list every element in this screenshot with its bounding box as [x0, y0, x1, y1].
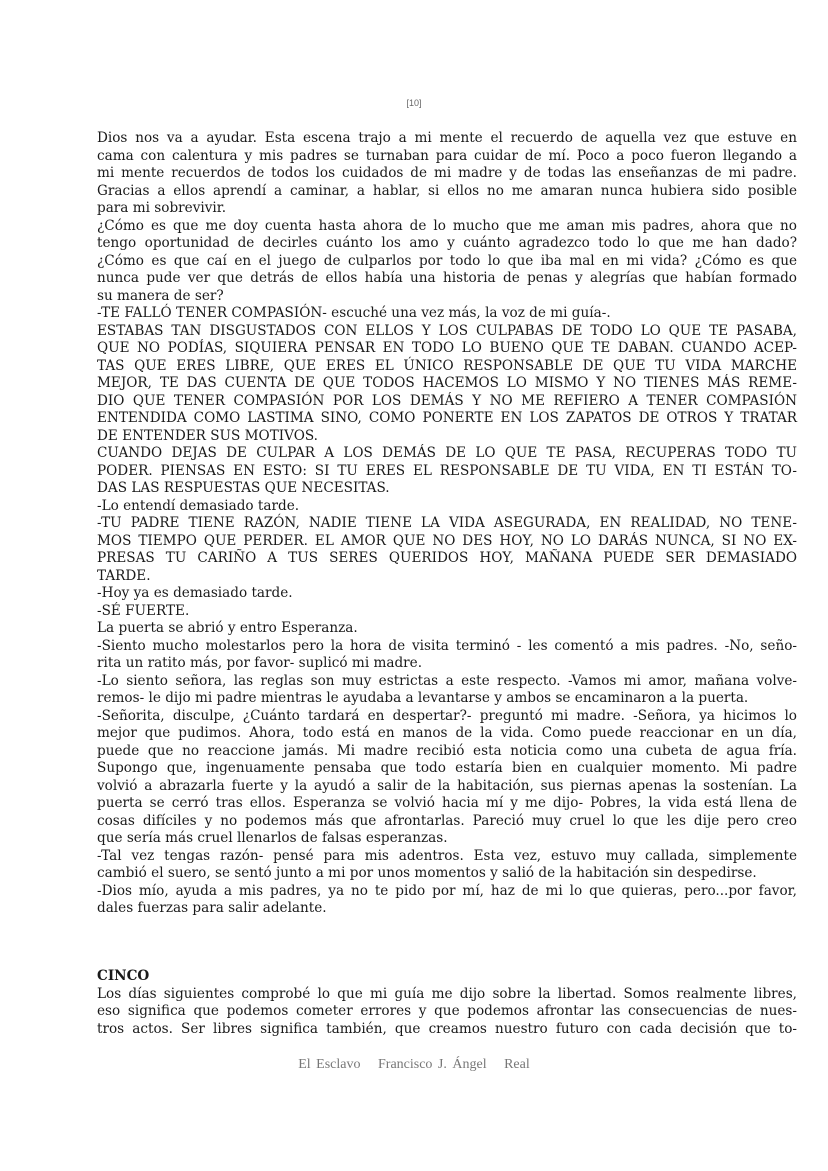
- paragraph: [97, 445, 797, 498]
- chapter-title: CINCO: [97, 968, 150, 984]
- text-line: ENTENDIDA COMO LASTIMA SINO, COMO PONERTE EN LOS ZAPATOS DE OTROS Y TRATAR: [97, 410, 797, 426]
- page-number: [10]: [406, 98, 422, 108]
- text-line: Supongo que, ingenuamente pensaba que todo estaría bien en cualquier momento. Mi padre: [97, 760, 797, 776]
- text-line: PODER. PIENSAS EN ESTO: SI TU ERES EL RESPONSABLE DE TU VIDA, EN TI ESTÁN TO-: [97, 462, 797, 479]
- text-line: DIO QUE TENER COMPASIÓN POR LOS DEMÁS Y NO ME REFIERO A TENER COMPASIÓN: [97, 392, 797, 409]
- text-line: mi mente recuerdos de todos los cuidados de mi madre y de todas las enseñanzas de mi padre.: [97, 165, 797, 181]
- text-line: La puerta se abrió y entro Esperanza.: [97, 620, 358, 636]
- paragraph: [97, 130, 797, 218]
- paragraph: [97, 603, 797, 621]
- paragraph: [97, 515, 797, 585]
- text-line: tengo oportunidad de decirles cuánto los amo y cuánto agradezco todo lo que me han dado?: [97, 235, 797, 251]
- text-line: ¿Cómo es que caí en el juego de culparlos por todo lo que iba mal en mi vida? ¿Cómo es que: [97, 252, 797, 269]
- footer-author-surname: Real: [504, 1057, 530, 1072]
- text-line: dales fuerzas para salir adelante.: [97, 900, 327, 916]
- text-line: -Lo siento señora, las reglas son muy estrictas a este respecto. -Vamos mi amor, mañana volve-: [97, 672, 797, 689]
- paragraph: [97, 305, 797, 323]
- page-footer: [0, 1057, 828, 1073]
- text-line: rita un ratito más, por favor- suplicó mi madre.: [97, 655, 423, 671]
- text-line: TAS QUE ERES LIBRE, QUE ERES EL ÚNICO RESPONSABLE DE QUE TU VIDA MARCHE: [97, 357, 797, 374]
- text-line: puede que no reaccione jamás. Mi madre recibió esta noticia como una cubeta de agua fría.: [97, 742, 797, 759]
- text-line: mejor que pudimos. Ahora, todo está en manos de la vida. Como puede reaccionar en un día,: [97, 725, 797, 741]
- paragraph: [97, 708, 797, 848]
- text-line: cosas difíciles y no podemos más que afrontarlas. Pareció muy cruel lo que les dije pero creo: [97, 812, 797, 829]
- paragraph: [97, 498, 797, 516]
- text-line: ESTABAS TAN DISGUSTADOS CON ELLOS Y LOS CULPABAS DE TODO LO QUE TE PASABA,: [97, 322, 797, 339]
- text-line: ¿Cómo es que me doy cuenta hasta ahora de lo mucho que me aman mis padres, ahora que no: [97, 217, 797, 234]
- chapter-line: Los días siguientes comprobé lo que mi guía me dijo sobre la libertad. Somos realmente libres,: [97, 985, 797, 1002]
- chapter-section: [97, 968, 797, 1038]
- text-line: -Tal vez tengas razón- pensé para mis adentros. Esta vez, estuvo muy callada, simplemente: [97, 847, 797, 864]
- text-line: TARDE.: [97, 567, 151, 584]
- text-line: -TE FALLÓ TENER COMPASIÓN- escuché una vez más, la voz de mi guía-.: [97, 305, 611, 321]
- paragraph: [97, 585, 797, 603]
- text-line: Dios nos va a ayudar. Esta escena trajo a mi mente el recuerdo de aquella vez que estuve en: [97, 130, 797, 146]
- text-line: -Siento mucho molestarlos pero la hora de visita terminó - les comentó a mis padres. -No, seño-: [97, 637, 797, 654]
- paragraph: [97, 218, 797, 306]
- paragraph: [97, 848, 797, 883]
- paragraph: [97, 673, 797, 708]
- paragraph: [97, 883, 797, 918]
- paragraph: [97, 638, 797, 673]
- text-line: -TU PADRE TIENE RAZÓN, NADIE TIENE LA VIDA ASEGURADA, EN REALIDAD, NO TENE-: [97, 515, 797, 531]
- body-text: [97, 130, 797, 918]
- text-line: DE ENTENDER SUS MOTIVOS.: [97, 427, 318, 444]
- paragraph: [97, 620, 797, 638]
- text-line: MOS TIEMPO QUE PERDER. EL AMOR QUE NO DES HOY, NO LO DARÁS NUNCA, SI NO EX-: [97, 532, 797, 549]
- text-line: remos- le dijo mi padre mientras le ayudaba a levantarse y ambos se encaminaron a la puerta.: [97, 690, 749, 706]
- text-line: -SÉ FUERTE.: [97, 602, 190, 619]
- text-line: QUE NO PODÍAS, SIQUIERA PENSAR EN TODO LO BUENO QUE TE DABAN. CUANDO ACEP-: [97, 340, 797, 356]
- chapter-line: tros actos. Ser libres significa también, que creamos nuestro futuro con cada decisión que to-: [97, 1020, 797, 1037]
- text-line: DAS LAS RESPUESTAS QUE NECESITAS.: [97, 480, 390, 496]
- text-line: MEJOR, TE DAS CUENTA DE QUE TODOS HACEMOS LO MISMO Y NO TIENES MÁS REME-: [97, 375, 797, 391]
- text-line: PRESAS TU CARIÑO A TUS SERES QUERIDOS HOY, MAÑANA PUEDE SER DEMASIADO: [97, 550, 797, 566]
- text-line: -Dios mío, ayuda a mis padres, ya no te pido por mí, haz de mi lo que quieras, pero...por favor,: [97, 882, 797, 899]
- text-line: puerta se cerró tras ellos. Esperanza se volvió hacia mí y me dijo- Pobres, la vida está llena de: [97, 795, 797, 811]
- text-line: que sería más cruel llenarlos de falsas esperanzas.: [97, 830, 448, 846]
- footer-book-title: El Esclavo: [298, 1057, 361, 1072]
- text-line: volvió a abrazarla fuerte y la ayudó a salir de la habitación, sus piernas apenas la sostenían. La: [97, 777, 797, 794]
- text-line: nunca pude ver que detrás de ellos había una historia de penas y alegrías que habían formado: [97, 270, 797, 286]
- paragraph: [97, 323, 797, 446]
- text-line: -Hoy ya es demasiado tarde.: [97, 585, 293, 601]
- text-line: cambió el suero, se sentó junto a mi por unos momentos y salió de la habitación sin despedirse.: [97, 865, 757, 881]
- text-line: su manera de ser?: [97, 287, 224, 304]
- text-line: CUANDO DEJAS DE CULPAR A LOS DEMÁS DE LO QUE TE PASA, RECUPERAS TODO TU: [97, 445, 797, 461]
- chapter-line: eso significa que podemos cometer errores y que podemos afrontar las consecuencias de nues-: [97, 1003, 797, 1019]
- text-line: Gracias a ellos aprendí a caminar, a hablar, si ellos no me amaran nunca hubiera sido posible: [97, 182, 797, 199]
- text-line: -Señorita, disculpe, ¿Cuánto tardará en despertar?- preguntó mi madre. -Señora, ya hicimos lo: [97, 707, 797, 724]
- text-line: cama con calentura y mis padres se turnaban para cuidar de mí. Poco a poco fueron llegando a: [97, 147, 797, 164]
- text-line: -Lo entendí demasiado tarde.: [97, 497, 300, 514]
- text-line: para mi sobrevivir.: [97, 200, 227, 216]
- footer-author: Francisco J. Ángel: [378, 1057, 487, 1072]
